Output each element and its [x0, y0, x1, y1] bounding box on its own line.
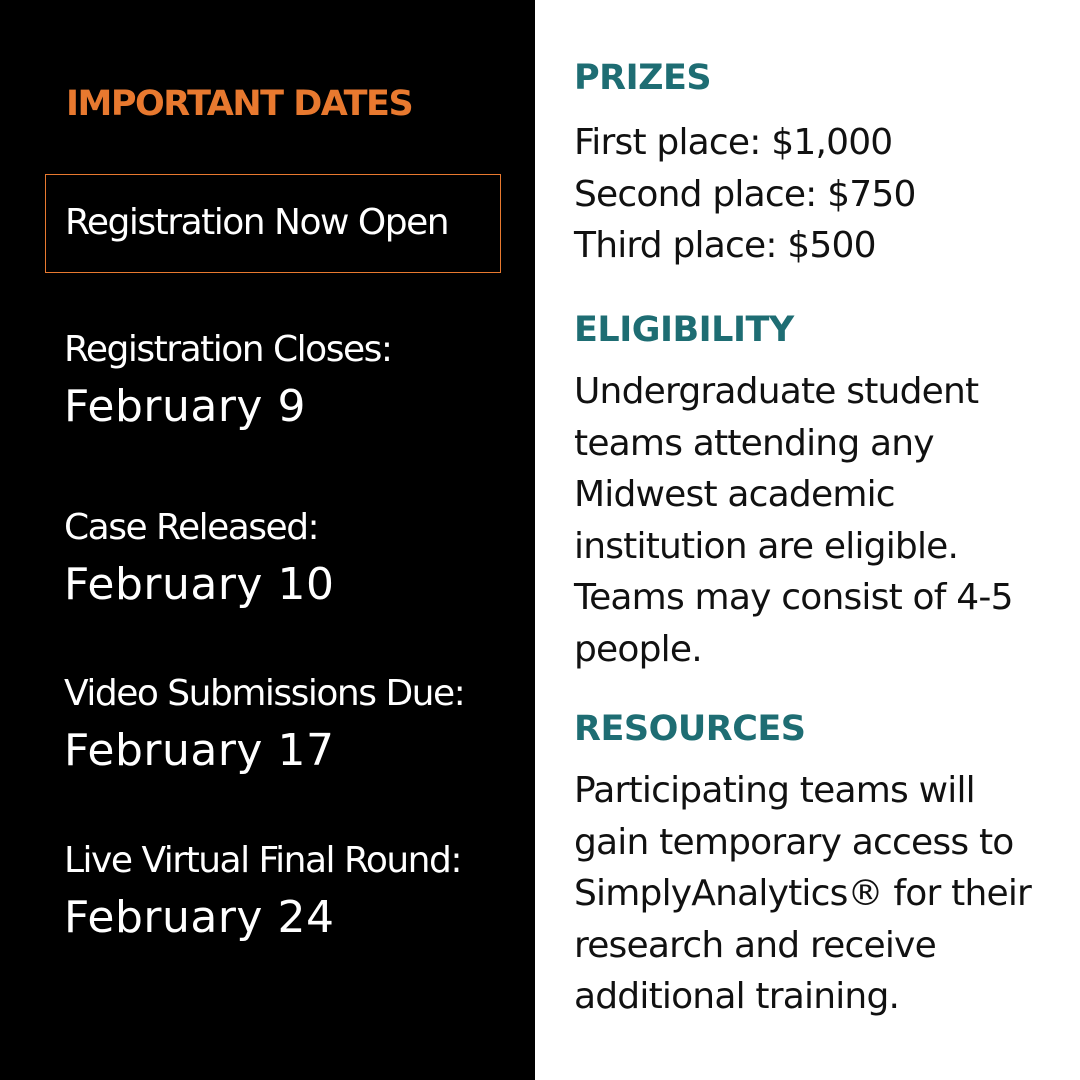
- important-dates-panel: [0, 0, 535, 1080]
- eligibility-line: Teams may consist of 4-5: [574, 577, 1013, 618]
- prize-line: Third place: $500: [574, 225, 876, 266]
- resources-line: additional training.: [574, 976, 900, 1017]
- date-value: February 17: [64, 725, 335, 776]
- date-item-case-released: [64, 505, 334, 613]
- resources-body: [574, 765, 1044, 1023]
- date-item-registration-closes: [64, 327, 392, 435]
- resources-line: SimplyAnalytics® for their: [574, 873, 1032, 914]
- date-value: February 10: [64, 559, 335, 610]
- eligibility-line: Undergraduate student: [574, 371, 979, 412]
- resources-line: research and receive: [574, 924, 936, 966]
- eligibility-line: teams attending any: [574, 422, 934, 464]
- date-label: Live Virtual Final Round:: [64, 840, 461, 881]
- eligibility-line: people.: [574, 628, 702, 670]
- prize-line: Second place: $750: [574, 173, 916, 215]
- eligibility-body: [574, 366, 1044, 675]
- eligibility-title: ELIGIBILITY: [574, 310, 794, 350]
- eligibility-line: institution are eligible.: [574, 525, 959, 567]
- resources-title: RESOURCES: [574, 709, 806, 749]
- resources-line: Participating teams will: [574, 770, 975, 811]
- prize-line: First place: $1,000: [574, 122, 893, 163]
- date-item-live-virtual-final-round: [64, 838, 461, 946]
- important-dates-title: IMPORTANT DATES: [66, 84, 413, 124]
- date-label: Video Submissions Due:: [64, 673, 465, 714]
- registration-open-text: Registration Now Open: [65, 202, 449, 243]
- registration-open-box: [45, 174, 501, 273]
- prizes-title: PRIZES: [574, 58, 712, 98]
- prizes-body: [574, 117, 1044, 272]
- eligibility-line: Midwest academic: [574, 474, 895, 515]
- date-label: Case Released:: [64, 507, 319, 548]
- date-label: Registration Closes:: [64, 329, 392, 370]
- date-item-video-submissions-due: [64, 671, 464, 779]
- date-value: February 9: [64, 381, 306, 432]
- date-value: February 24: [64, 892, 335, 943]
- resources-line: gain temporary access to: [574, 821, 1014, 863]
